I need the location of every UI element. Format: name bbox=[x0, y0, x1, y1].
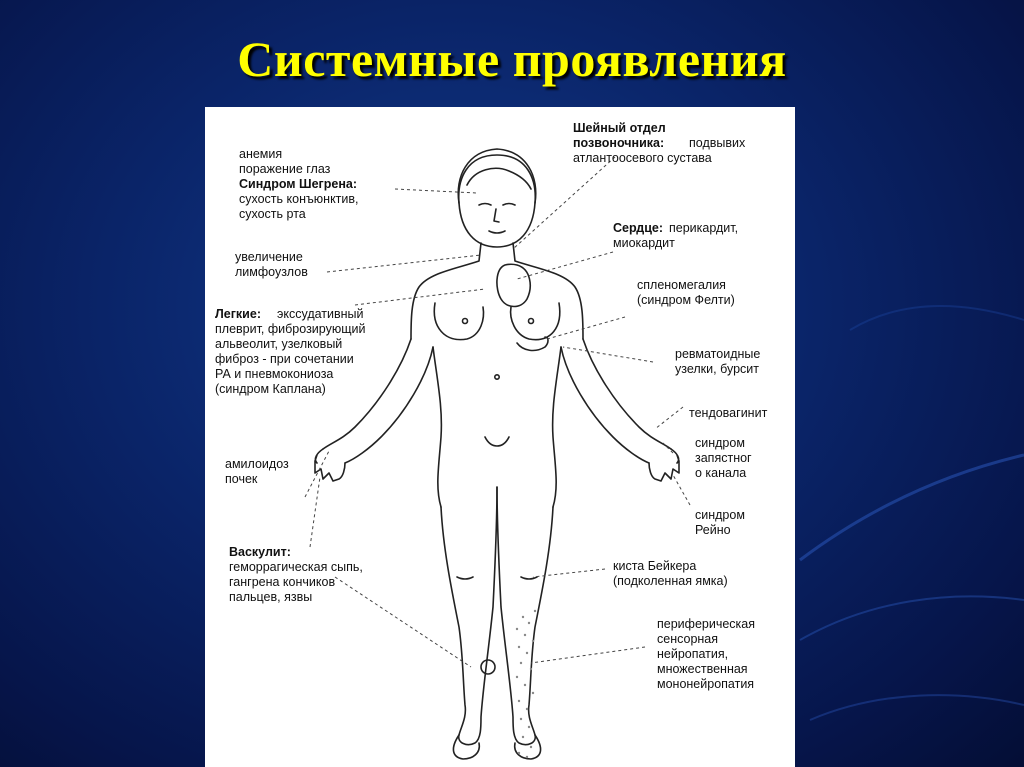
label-vasculitis-text: геморрагическая сыпь, гангрена кончиков пальцев, язвы bbox=[229, 560, 363, 604]
slide-title: Системные проявления bbox=[237, 31, 787, 87]
label-kidney-amyloidosis: амилоидоз почек bbox=[225, 457, 289, 486]
label-rheumatoid-nodules: ревматоидные узелки, бурсит bbox=[675, 347, 761, 376]
label-vasculitis-title: Васкулит: bbox=[229, 545, 291, 559]
label-heart-title: Сердце: bbox=[613, 221, 664, 235]
diagram-panel bbox=[205, 107, 795, 767]
label-neck-text: подвывих атлантоосевого сустава bbox=[573, 136, 746, 165]
label-neck-title: Шейный отдел позвоночника: bbox=[573, 121, 666, 150]
label-baker-cyst: киста Бейкера (подколенная ямка) bbox=[613, 559, 728, 588]
label-heart-text: перикардит, миокардит bbox=[613, 221, 739, 250]
label-lungs-text: экссудативный плеврит, фиброзирующий альвеолит, узелковый фиброз - при сочетании РА и пневмокониоза (синдром Каплана) bbox=[215, 307, 366, 396]
label-lungs-title: Легкие: bbox=[215, 307, 261, 321]
label-tenosynovitis: тендовагинит bbox=[689, 406, 768, 420]
label-sjogren-text: сухость конъюнктив, сухость рта bbox=[239, 192, 359, 221]
label-lymph-nodes: увеличение лимфоузлов bbox=[235, 250, 308, 279]
label-raynaud: синдром Рейно bbox=[695, 508, 745, 537]
label-neuropathy: периферическая сенсорная нейропатия, множественная мононейропатия bbox=[657, 617, 756, 691]
label-splenomegaly: спленомегалия (синдром Фелти) bbox=[637, 278, 735, 307]
label-sjogren-title: Синдром Шегрена: bbox=[239, 177, 357, 191]
label-anemia-eyes: анемия поражение глаз bbox=[239, 147, 331, 176]
label-carpal-tunnel: синдром запястног о канала bbox=[695, 436, 752, 480]
